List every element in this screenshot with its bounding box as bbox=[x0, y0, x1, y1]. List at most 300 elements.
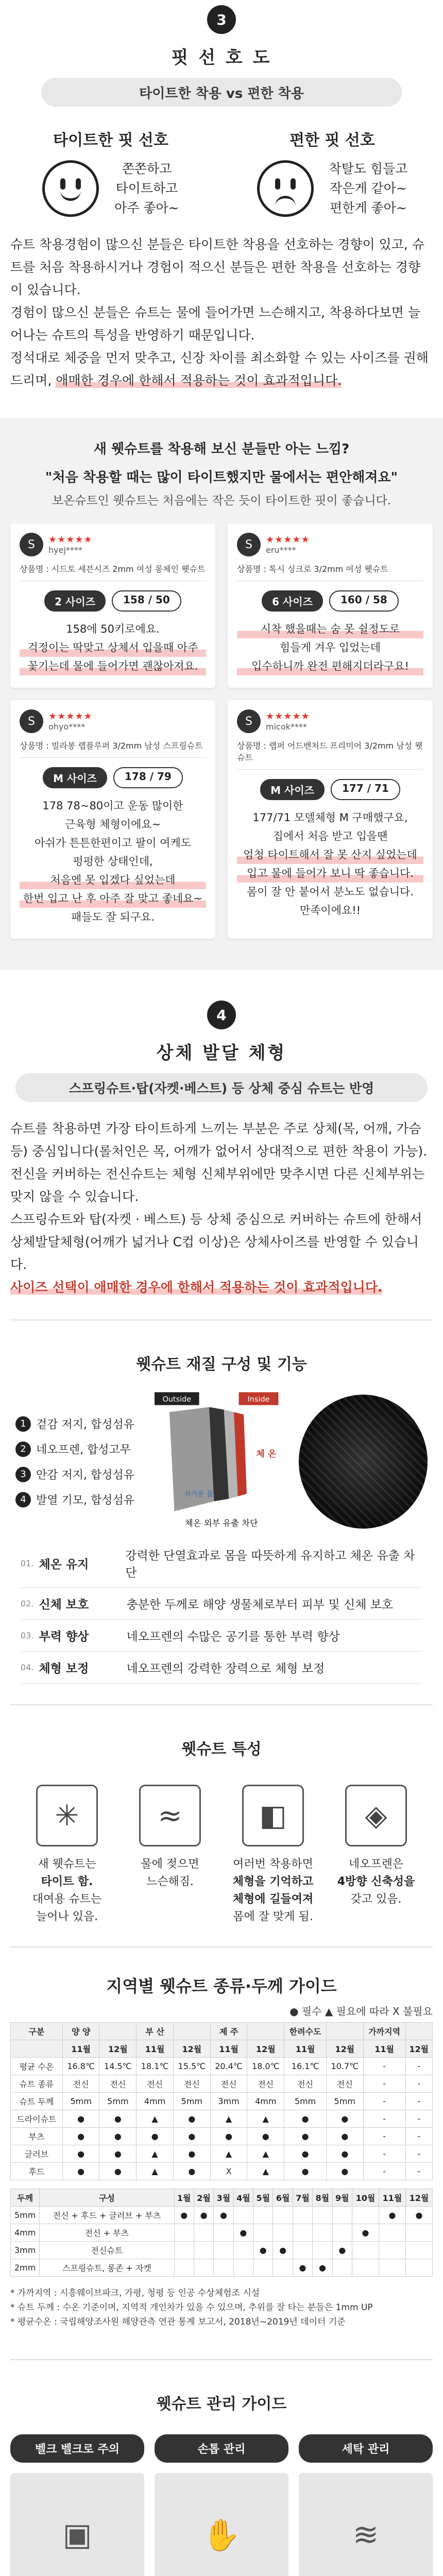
table-cell: ● bbox=[62, 2128, 99, 2145]
table-row bbox=[11, 2058, 433, 2075]
inside-label: Inside bbox=[247, 1395, 270, 1404]
table-cell: 11월 bbox=[62, 2040, 99, 2058]
table-cell: 16.1℃ bbox=[284, 2058, 327, 2075]
table-header-row bbox=[11, 2040, 433, 2058]
table-row bbox=[11, 2110, 433, 2128]
property-item: ≈ 물에 젖으면 느슨해짐. bbox=[118, 1785, 222, 1926]
stretch-icon: ◈ bbox=[345, 1785, 407, 1846]
table-cell: 11월 bbox=[210, 2040, 247, 2058]
table-cell: 3월 bbox=[214, 2189, 233, 2207]
table-cell: - bbox=[363, 2128, 405, 2145]
upper-paragraph-3: 스프링슈트와 탑(자켓 · 베스트) 등 상체 중심으로 커버하는 슈트에 한해서 상체발달체형(어깨가 넓거나 C컵 이상)은 상체사이즈를 반영할 수 있습니다. bbox=[10, 1212, 422, 1272]
table-cell: 한려수도 bbox=[284, 2023, 327, 2040]
rating-stars: ★★★★★ bbox=[48, 534, 93, 545]
care-title: 웻슈트 관리 가이드 bbox=[156, 2395, 287, 2413]
section-number-badge: 3 bbox=[207, 5, 236, 34]
table-cell bbox=[332, 2259, 352, 2277]
table-cell bbox=[332, 2224, 352, 2242]
rating-stars: ★★★★★ bbox=[266, 534, 310, 545]
table-cell: - bbox=[363, 2110, 405, 2128]
table-cell bbox=[99, 2023, 137, 2040]
feature-row: 03. 부력 향상 네오프렌의 수많은 공기를 통한 부력 향상 bbox=[21, 1620, 422, 1652]
table-cell bbox=[313, 2224, 332, 2242]
table-cell: 12월 bbox=[405, 2189, 432, 2207]
review-product: 상품명 : 빌라봉 랩플루퍼 3/2mm 남성 스프링슈트 bbox=[20, 739, 206, 758]
wetsuit-tight-icon: ✳ bbox=[36, 1785, 98, 1846]
review-text: 177/71 모델체형 M 구매했구요, 집에서 처음 받고 입을땐 엄청 타이트해서 잘 못 산지 싶었는데 입고 물에 들어가 보니 딱 좋습니다. 몸이 잘 안 붙어서 분노도 없습니다. 만족이에요!! bbox=[237, 808, 423, 920]
table-cell: 전신 + 후드 + 글러브 + 부츠 bbox=[40, 2207, 174, 2224]
table-cell: ● bbox=[284, 2163, 327, 2180]
feature-row: 04. 체형 보정 네오프렌의 강력한 장력으로 체형 보정 bbox=[21, 1652, 422, 1684]
table-cell bbox=[11, 2040, 63, 2058]
table-cell: 전신 bbox=[210, 2075, 247, 2093]
table-cell: 12월 bbox=[99, 2040, 137, 2058]
table-row bbox=[11, 2242, 433, 2259]
avatar: S bbox=[237, 533, 261, 556]
table-cell: ● bbox=[284, 2110, 327, 2128]
table-cell: - bbox=[405, 2145, 432, 2163]
section-upper-body bbox=[0, 970, 443, 1299]
table-cell bbox=[273, 2224, 293, 2242]
table-cell: 5mm bbox=[326, 2093, 363, 2110]
review-card bbox=[10, 700, 215, 939]
table-cell bbox=[194, 2259, 213, 2277]
property-item: ✳ 새 웻슈트는 타이트 함. 대여용 슈트는 늘어나 있음. bbox=[15, 1785, 118, 1926]
table-cell: - bbox=[405, 2093, 432, 2110]
section-pill: 스프링슈트·탑(자켓·베스트) 등 상체 중심 슈트는 반영 bbox=[15, 1073, 428, 1102]
sad-face-icon bbox=[257, 160, 314, 217]
table-row bbox=[11, 2093, 433, 2110]
table-cell bbox=[293, 2207, 312, 2224]
review-card bbox=[228, 700, 433, 939]
table-cell: ▲ bbox=[137, 2110, 174, 2128]
table-cell: 부츠 bbox=[11, 2128, 63, 2145]
table-cell: ● bbox=[214, 2207, 233, 2224]
table-cell bbox=[293, 2224, 312, 2242]
table-cell: ● bbox=[173, 2110, 210, 2128]
material-title: 웻슈트 재질 구성 및 기능 bbox=[136, 1355, 307, 1374]
table-cell: 드라이슈트 bbox=[11, 2110, 63, 2128]
care-column bbox=[155, 2434, 288, 2576]
table-cell bbox=[233, 2259, 253, 2277]
care-grid bbox=[0, 2424, 443, 2576]
table-cell: 12월 bbox=[247, 2040, 284, 2058]
reviews-section bbox=[0, 418, 443, 970]
comfort-desc-3: 편한게 좋아~ bbox=[330, 200, 407, 215]
table-cell: 7월 bbox=[293, 2189, 312, 2207]
table-cell: 5mm bbox=[284, 2093, 327, 2110]
comfort-fit-title: 편한 핏 선호 bbox=[289, 131, 375, 149]
hand-icon: ✋ bbox=[155, 2473, 288, 2576]
table-cell bbox=[379, 2242, 405, 2259]
table-cell: ● bbox=[173, 2145, 210, 2163]
table-cell bbox=[233, 2207, 253, 2224]
table-row bbox=[11, 2259, 433, 2277]
fabric-texture-image bbox=[299, 1395, 428, 1529]
table-cell: 후드 bbox=[11, 2163, 63, 2180]
water-icon: ≈ bbox=[139, 1785, 201, 1846]
fit-paragraph-1: 슈트 착용경험이 많으신 분들은 타이트한 착용을 선호하는 경향이 있고, 슈트를 처음 착용하시거나 경험이 적으신 분들은 편한 착용을 선호하는 경향이 있습니다. bbox=[10, 237, 424, 297]
table-cell: 전신 bbox=[62, 2075, 99, 2093]
table-cell bbox=[273, 2259, 293, 2277]
care-head: 세탁 관리 bbox=[299, 2434, 433, 2463]
table-cell: 전신슈트 bbox=[40, 2242, 174, 2259]
table-cell: 제 주 bbox=[210, 2023, 247, 2040]
table-cell: ● bbox=[247, 2128, 284, 2145]
table-cell: 5mm bbox=[99, 2093, 137, 2110]
table-cell: ● bbox=[62, 2110, 99, 2128]
fit-highlight: 애매한 경우에 한해서 적용하는 것이 효과적입니다. bbox=[56, 373, 342, 388]
review-card bbox=[228, 523, 433, 688]
table-cell bbox=[405, 2259, 432, 2277]
review-text: 시착 했을때는 숨 못 쉴정도로 힘들게 겨우 입었는데 입수하니까 완전 편해지더라구요! bbox=[237, 620, 423, 675]
table-cell: 10월 bbox=[352, 2189, 379, 2207]
cold-water-label: 차가운 물 bbox=[184, 1490, 214, 1499]
table-cell: 슈트 종류 bbox=[11, 2075, 63, 2093]
tight-desc-1: 쫀쫀하고 bbox=[122, 161, 172, 176]
care-column bbox=[10, 2434, 144, 2576]
table-cell bbox=[174, 2224, 194, 2242]
table-cell bbox=[405, 2242, 432, 2259]
table-cell: 전신 bbox=[247, 2075, 284, 2093]
section-title: 핏 선 호 도 bbox=[171, 47, 272, 68]
table-cell: 구분 bbox=[11, 2023, 63, 2040]
material-section bbox=[0, 1320, 443, 1684]
table-cell: ● bbox=[313, 2259, 332, 2277]
table-cell: 부 산 bbox=[137, 2023, 174, 2040]
table-cell: 전신 bbox=[173, 2075, 210, 2093]
table-cell: ● bbox=[405, 2207, 432, 2224]
table-cell bbox=[326, 2023, 363, 2040]
table-cell: 18.0℃ bbox=[247, 2058, 284, 2075]
table-row bbox=[11, 2075, 433, 2093]
table-cell: 4mm bbox=[11, 2224, 40, 2242]
property-item: ◈ 네오프렌은 4방향 신축성을 갖고 있음. bbox=[325, 1785, 428, 1926]
table-cell: 11월 bbox=[284, 2040, 327, 2058]
table-cell: X bbox=[210, 2163, 247, 2180]
table-cell: ● bbox=[293, 2259, 312, 2277]
upper-paragraph-4: 사이즈 선택이 애매한 경우에 한해서 적용하는 것이 효과적입니다. bbox=[10, 1280, 383, 1295]
table-cell: 9월 bbox=[332, 2189, 352, 2207]
properties-grid bbox=[0, 1769, 443, 1926]
table-cell: 12월 bbox=[326, 2040, 363, 2058]
table-cell: 가까지역 bbox=[363, 2023, 405, 2040]
table-cell: ● bbox=[99, 2163, 137, 2180]
table-cell: - bbox=[363, 2145, 405, 2163]
table-cell: - bbox=[405, 2110, 432, 2128]
table-cell: 전신 bbox=[99, 2075, 137, 2093]
table-cell: 11월 bbox=[137, 2040, 174, 2058]
table-cell: ● bbox=[174, 2207, 194, 2224]
properties-title: 웻슈트 특성 bbox=[181, 1740, 262, 1758]
table-cell: ● bbox=[62, 2163, 99, 2180]
table-cell: 15.5℃ bbox=[173, 2058, 210, 2075]
property-item: ◧ 여러번 착용하면 체형을 기억하고 체형에 길들여져 몸에 잘 맞게 됨. bbox=[222, 1785, 325, 1926]
table-cell: ● bbox=[379, 2207, 405, 2224]
material-layer-item: 4 발열 기모, 합성섬유 bbox=[15, 1492, 144, 1507]
avatar: S bbox=[20, 709, 43, 733]
table-cell: ▲ bbox=[247, 2110, 284, 2128]
table-cell: ● bbox=[99, 2128, 137, 2145]
table-cell: 11월 bbox=[379, 2189, 405, 2207]
table-cell bbox=[174, 2242, 194, 2259]
table-cell bbox=[273, 2207, 293, 2224]
velcro-icon: ▣ bbox=[10, 2473, 144, 2576]
table-cell: 3mm bbox=[210, 2093, 247, 2110]
table-header-row bbox=[11, 2023, 433, 2040]
table-cell: 전신 bbox=[284, 2075, 327, 2093]
table-cell: 18.1℃ bbox=[137, 2058, 174, 2075]
table-cell bbox=[405, 2023, 432, 2040]
table-cell bbox=[352, 2259, 379, 2277]
care-column bbox=[299, 2434, 433, 2576]
table-cell bbox=[379, 2224, 405, 2242]
tight-desc-3: 아주 좋아~ bbox=[114, 200, 179, 215]
rating-stars: ★★★★★ bbox=[48, 711, 93, 722]
review-product: 상품명 : 톡시 싱크로 3/2mm 여성 웻슈트 bbox=[237, 563, 423, 581]
table-cell: ● bbox=[137, 2128, 174, 2145]
table-cell: ● bbox=[273, 2242, 293, 2259]
fit-paragraph-3: 정석대로 체중을 먼저 맞추고, 신장 차이를 최소화할 수 있는 사이즈를 권해드리며, 애매한 경우에 한해서 적용하는 것이 효과적입니다. bbox=[10, 350, 429, 388]
review-user: micok**** bbox=[266, 722, 307, 732]
table-cell: 8월 bbox=[313, 2189, 332, 2207]
table-cell: - bbox=[363, 2093, 405, 2110]
size-tag: 2 사이즈 bbox=[44, 590, 106, 612]
tight-fit-column bbox=[13, 127, 209, 218]
review-text: 178 78~80이고 운동 많이한 근육형 체형이에요~ 아쉬가 튼튼한편이고 팔이 여케도 펑펑한 상태인데, 처음엔 못 입겠다 싶었는데 한번 입고 난 후 아주 잘 맞고 좋네요~ 패들도 잘 되구요. bbox=[20, 796, 206, 926]
table-cell: - bbox=[405, 2058, 432, 2075]
upper-paragraph-2: 전신을 커버하는 전신슈트는 체형 신체부위에만 맞추시면 다른 신체부위는 맞지 않을 수 있습니다. bbox=[10, 1166, 425, 1204]
table-cell bbox=[352, 2207, 379, 2224]
table-cell bbox=[194, 2224, 213, 2242]
table-cell bbox=[247, 2023, 284, 2040]
table-row bbox=[11, 2163, 433, 2180]
feature-row: 02. 신체 보호 충분한 두께로 해양 생물체로부터 피부 및 신체 보호 bbox=[21, 1588, 422, 1620]
body-tag: 177 / 71 bbox=[331, 779, 400, 800]
rating-stars: ★★★★★ bbox=[266, 711, 310, 722]
fit-paragraph-2: 경험이 많으신 분들은 슈트는 물에 들어가면 느슨해지고, 착용하다보면 늘어나는 슈트의 특성을 반영하기 때문입니다. bbox=[10, 305, 421, 343]
table-cell: ● bbox=[326, 2110, 363, 2128]
table-cell: 스프링슈트, 롱존 + 자켓 bbox=[40, 2259, 174, 2277]
table-cell: ● bbox=[332, 2242, 352, 2259]
fit-faces bbox=[0, 127, 443, 218]
table-cell: 16.8℃ bbox=[62, 2058, 99, 2075]
guide-title: 지역별 웻슈트 종류·두께 가이드 bbox=[106, 1976, 337, 1996]
layer-cross-section-diagram bbox=[155, 1389, 288, 1534]
table-cell: ▲ bbox=[137, 2163, 174, 2180]
tight-desc-2: 타이트하고 bbox=[115, 181, 178, 196]
material-layer-item: 3 안감 저지, 합성섬유 bbox=[15, 1466, 144, 1482]
care-head: 손톱 관리 bbox=[155, 2434, 288, 2463]
table-cell: 전신 bbox=[326, 2075, 363, 2093]
smile-face-icon bbox=[42, 160, 99, 217]
table-header-row bbox=[11, 2189, 433, 2207]
body-heat-label: 체 온 bbox=[256, 1449, 277, 1460]
table-cell: - bbox=[363, 2058, 405, 2075]
body-memory-icon: ◧ bbox=[242, 1785, 304, 1846]
table-row bbox=[11, 2224, 433, 2242]
comfort-fit-column bbox=[234, 127, 430, 218]
review-user: ohyo**** bbox=[48, 722, 86, 732]
table-cell bbox=[173, 2023, 210, 2040]
care-head: 벨크 벨크로 주의 bbox=[10, 2434, 144, 2463]
material-layer-item: 1 겉감 저지, 합성섬유 bbox=[15, 1416, 144, 1432]
table-cell: ● bbox=[284, 2145, 327, 2163]
table-cell: 슈트 두께 bbox=[11, 2093, 63, 2110]
wash-icon: ≋ bbox=[299, 2473, 433, 2576]
tight-fit-title: 타이트한 핏 선호 bbox=[53, 131, 168, 149]
table-cell: 5월 bbox=[253, 2189, 273, 2207]
table-cell bbox=[253, 2259, 273, 2277]
table-cell: ● bbox=[99, 2145, 137, 2163]
section-number-badge: 4 bbox=[207, 1001, 236, 1029]
reviews-quote: "처음 착용할 때는 많이 타이트했지만 물에서는 편안해져요" bbox=[45, 470, 398, 485]
table-cell: 4월 bbox=[233, 2189, 253, 2207]
table-cell bbox=[214, 2224, 233, 2242]
table-cell: 20.4℃ bbox=[210, 2058, 247, 2075]
size-tag: 6 사이즈 bbox=[262, 590, 323, 612]
table-cell: ● bbox=[210, 2128, 247, 2145]
table-cell: ● bbox=[352, 2224, 379, 2242]
table-cell: ● bbox=[253, 2242, 273, 2259]
table-cell: ● bbox=[326, 2145, 363, 2163]
table-cell: 14.5℃ bbox=[99, 2058, 137, 2075]
table-cell: 2월 bbox=[194, 2189, 213, 2207]
table-row bbox=[11, 2145, 433, 2163]
table-cell: ● bbox=[284, 2128, 327, 2145]
upper-paragraph-1: 슈트를 착용하면 가장 타이트하게 느끼는 부분은 주로 상체(목, 어깨, 가슴 등) 중심입니다(롤처인은 목, 어깨가 없어서 상대적으로 편한 착용이 가능). bbox=[10, 1121, 428, 1159]
table-cell: 10.7℃ bbox=[326, 2058, 363, 2075]
region-guide-section bbox=[0, 1947, 443, 2338]
table-cell: ▲ bbox=[210, 2145, 247, 2163]
table-cell: ▲ bbox=[210, 2110, 247, 2128]
table-cell: 두께 bbox=[11, 2189, 40, 2207]
avatar: S bbox=[20, 533, 43, 556]
table-cell bbox=[405, 2224, 432, 2242]
table-cell: 12월 bbox=[173, 2040, 210, 2058]
table-cell: - bbox=[405, 2163, 432, 2180]
table-cell: 12월 bbox=[405, 2040, 432, 2058]
table-cell bbox=[293, 2242, 312, 2259]
guide-notes: * 가까지역 : 시흥웨이브파크, 가평, 청평 등 인공 수상체험조 시설 * 슈트 두께 : 수온 기준이며, 지역적 개인차가 있을 수 있으며, 추위를 잘 타는 분들은 1mm UP * 평균수온 : 국립해양조사원 해양관측 연관 통계 보고서, 2018년~2019년 데이터 기준 bbox=[10, 2288, 373, 2327]
table-cell bbox=[214, 2242, 233, 2259]
care-section bbox=[0, 2360, 443, 2576]
table-cell: ● bbox=[99, 2110, 137, 2128]
table-cell: 평균 수온 bbox=[11, 2058, 63, 2075]
table-cell bbox=[352, 2242, 379, 2259]
table-cell: 1월 bbox=[174, 2189, 194, 2207]
outside-label: Outside bbox=[162, 1395, 192, 1404]
properties-section bbox=[0, 1705, 443, 1926]
table-cell: ▲ bbox=[247, 2163, 284, 2180]
table-cell: ● bbox=[326, 2128, 363, 2145]
table-cell: - bbox=[363, 2075, 405, 2093]
table-cell: 구성 bbox=[40, 2189, 174, 2207]
table-cell: 5mm bbox=[62, 2093, 99, 2110]
table-cell: 전신 + 부츠 bbox=[40, 2224, 174, 2242]
table-cell: 전신 bbox=[137, 2075, 174, 2093]
month-table bbox=[10, 2189, 433, 2277]
review-product: 상품명 : 시드토 세븐시즈 2mm 여성 롱체인 웻슈트 bbox=[20, 563, 206, 581]
heat-block-label: 체온 외부 유출 차단 bbox=[185, 1518, 258, 1529]
body-tag: 160 / 58 bbox=[329, 590, 399, 612]
review-text: 158에 50키로에요. 걱정이는 딱맞고 상체서 입을때 아주 꽃기는데 물에 들어가면 괜찮아져요. bbox=[20, 620, 206, 675]
body-tag: 158 / 50 bbox=[112, 590, 181, 612]
table-cell: ▲ bbox=[247, 2145, 284, 2163]
table-cell bbox=[194, 2242, 213, 2259]
reviews-heading: 새 웻슈트를 착용해 보신 분들만 아는 느낌? bbox=[93, 442, 350, 457]
material-layer-item: 2 네오프렌, 합성고무 bbox=[15, 1441, 144, 1457]
table-cell bbox=[332, 2207, 352, 2224]
body-tag: 178 / 79 bbox=[113, 767, 183, 788]
table-row bbox=[11, 2207, 433, 2224]
material-layer-list bbox=[15, 1406, 144, 1517]
section-title: 상체 발달 체형 bbox=[156, 1043, 287, 1063]
reviews-subtext: 보온슈트인 웻슈트는 처음에는 작은 듯이 타이트한 핏이 좋습니다. bbox=[52, 494, 391, 507]
table-cell bbox=[313, 2242, 332, 2259]
section-pill: 타이트한 착용 vs 편한 착용 bbox=[41, 78, 402, 107]
table-cell: 4mm bbox=[247, 2093, 284, 2110]
table-cell bbox=[379, 2259, 405, 2277]
upper-body-description bbox=[0, 1102, 443, 1299]
region-table bbox=[10, 2022, 433, 2180]
table-cell: 2mm bbox=[11, 2259, 40, 2277]
size-tag: M 사이즈 bbox=[43, 767, 107, 788]
table-cell: - bbox=[405, 2075, 432, 2093]
review-product: 상품명 : 랩퍼 어드밴처드 프리미어 3/2mm 남성 웻슈트 bbox=[237, 739, 423, 770]
material-diagram bbox=[0, 1384, 443, 1534]
table-cell: ● bbox=[62, 2145, 99, 2163]
comfort-desc-1: 착탈도 힘들고 bbox=[329, 161, 408, 176]
avatar: S bbox=[237, 709, 261, 733]
table-cell bbox=[313, 2207, 332, 2224]
table-cell bbox=[214, 2259, 233, 2277]
table-cell: ● bbox=[233, 2224, 253, 2242]
table-cell: 4mm bbox=[137, 2093, 174, 2110]
table-cell: ▲ bbox=[137, 2145, 174, 2163]
review-card bbox=[10, 523, 215, 688]
review-user: hyej**** bbox=[48, 545, 82, 555]
table-cell: - bbox=[405, 2128, 432, 2145]
fit-description bbox=[0, 218, 443, 392]
comfort-desc-2: 작은게 같아~ bbox=[330, 181, 407, 196]
review-user: eru**** bbox=[266, 545, 296, 555]
table-cell bbox=[253, 2207, 273, 2224]
table-cell: ● bbox=[173, 2128, 210, 2145]
table-cell: 6월 bbox=[273, 2189, 293, 2207]
table-cell: 5mm bbox=[173, 2093, 210, 2110]
table-cell bbox=[174, 2259, 194, 2277]
table-cell: - bbox=[363, 2163, 405, 2180]
table-cell bbox=[233, 2242, 253, 2259]
table-cell: ● bbox=[194, 2207, 213, 2224]
table-row bbox=[11, 2128, 433, 2145]
guide-legend: ● 필수 ▲ 필요에 따라 X 불필요 bbox=[289, 2005, 433, 2018]
feature-row: 01. 체온 유지 강력한 단열효과로 몸을 따뜻하게 유지하고 체온 유출 차단 bbox=[21, 1539, 422, 1588]
table-cell: 3mm bbox=[11, 2242, 40, 2259]
table-cell: 5mm bbox=[11, 2207, 40, 2224]
table-cell: 11월 bbox=[363, 2040, 405, 2058]
material-features bbox=[0, 1534, 443, 1684]
table-cell: ● bbox=[326, 2163, 363, 2180]
table-cell: 양 양 bbox=[62, 2023, 99, 2040]
review-grid bbox=[10, 523, 433, 939]
table-cell bbox=[253, 2224, 273, 2242]
table-cell: 글러브 bbox=[11, 2145, 63, 2163]
size-tag: M 사이즈 bbox=[260, 779, 325, 800]
table-cell: ● bbox=[173, 2163, 210, 2180]
section-fit-preference bbox=[0, 0, 443, 392]
